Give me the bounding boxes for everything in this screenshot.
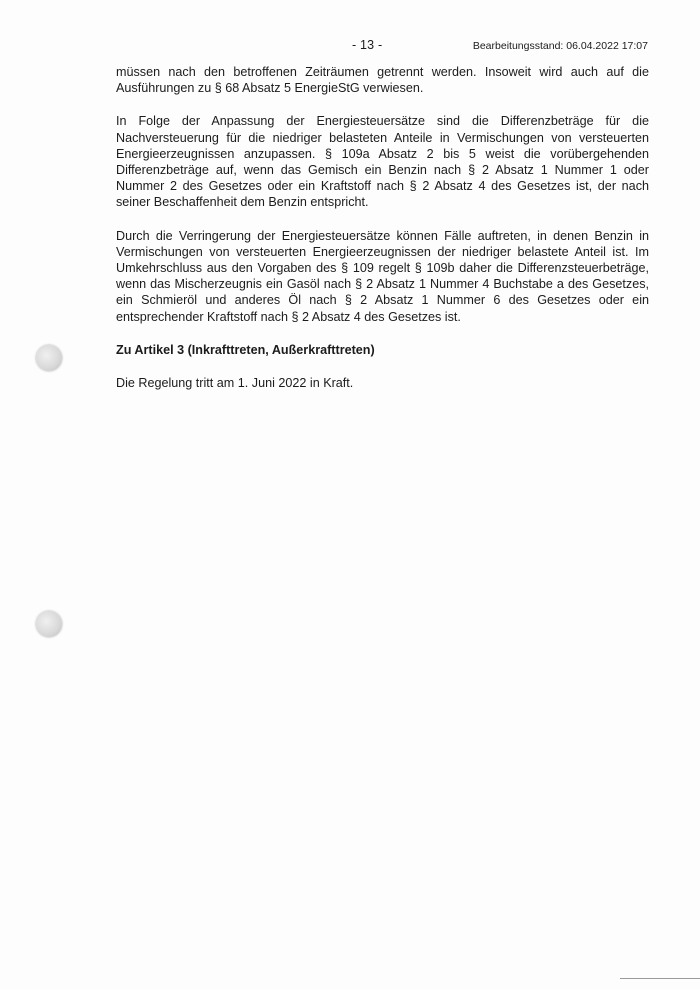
page-number: - 13 -: [352, 38, 383, 52]
punch-hole-icon: [36, 611, 62, 637]
paragraph-tax-adjustment: In Folge der Anpassung der Energiesteuersätze sind die Differenzbeträge für die Nachversteuerung für die niedriger belasteten Anteile in Vermischungen von versteuerten Energieerzeugnissen anzupassen. § 109a Absatz 2 bis 5 weist die vorübergehenden Differenzbeträge auf, wenn das Gemisch ein Benzin nach § 2 Absatz 1 Nummer 1 oder Nummer 2 des Gesetzes oder ein Kraftstoff nach § 2 Absatz 4 des Gesetzes ist, der nach seiner Beschaffenheit dem Benzin entspricht.: [116, 114, 649, 210]
punch-hole-icon: [36, 345, 62, 371]
closing-paragraph: Die Regelung tritt am 1. Juni 2022 in Kraft.: [116, 376, 354, 391]
revision-status: Bearbeitungsstand: 06.04.2022 17:07: [472, 40, 648, 52]
paragraph-tax-reduction: Durch die Verringerung der Energiesteuersätze können Fälle auftreten, in denen Benzin in Vermischungen von versteuerten Energieerzeugnissen der niedriger belastete Anteil ist. Im Umkehrschluss aus den Vorgaben des § 109 regelt § 109b daher die Differenzsteuerbeträge, wenn das Mischerzeugnis ein Gasöl nach § 2 Absatz 1 Nummer 4 Buchstabe a des Gesetzes, ein Schmieröl und anderes Öl nach § 2 Absatz 1 Nummer 6 des Gesetzes oder ein entsprechender Kraftstoff nach § 2 Absatz 4 des Gesetzes ist.: [116, 228, 649, 324]
section-heading: Zu Artikel 3 (Inkrafttreten, Außerkrafttreten): [116, 342, 375, 357]
document-body: [116, 64, 649, 408]
paragraph-references: müssen nach den betroffenen Zeiträumen getrennt werden. Insoweit wird auch auf die Ausführungen zu § 68 Absatz 5 EnergieStG verwiesen.: [116, 65, 649, 96]
page-edge-line: [620, 978, 700, 979]
